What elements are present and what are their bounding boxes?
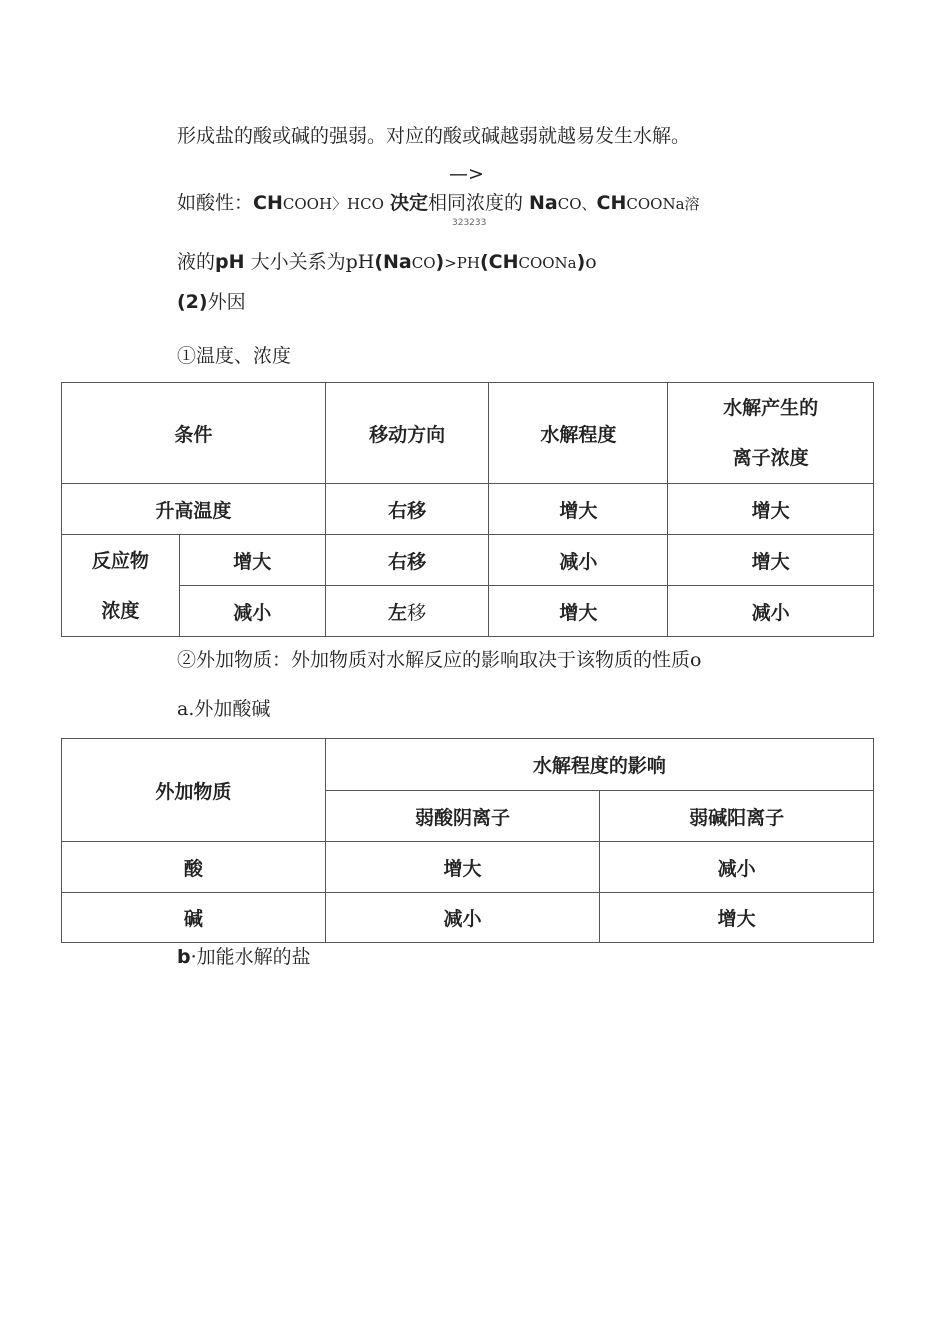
header-cell xyxy=(668,383,874,484)
formula-span: COONa xyxy=(518,254,577,272)
group-label-line: 浓度 xyxy=(101,599,140,622)
section-title: 外因 xyxy=(207,291,246,313)
header-cell: 水解程度 xyxy=(489,383,668,484)
list-item-label: a.外加酸碱 xyxy=(177,698,271,720)
table-cell: 增大 xyxy=(600,893,874,943)
group-label-line: 反应物 xyxy=(91,549,149,572)
list-marker: b xyxy=(177,946,191,968)
table-cell: 增大 xyxy=(668,484,874,535)
formula-span: CH xyxy=(596,192,627,214)
cell-text: 左 xyxy=(388,601,408,624)
table-row xyxy=(62,586,874,637)
table-cell: 增大 xyxy=(489,586,668,637)
table-header-row xyxy=(62,739,874,791)
table-header-row xyxy=(62,383,874,484)
header-line: 离子浓度 xyxy=(732,447,809,469)
table-cell: 右移 xyxy=(325,535,489,586)
formula-span: (Na xyxy=(374,251,412,273)
formula-span: CO xyxy=(411,254,436,272)
formula-span: COOH〉HCO xyxy=(282,195,384,213)
header-cell: 水解程度的影响 xyxy=(325,739,873,791)
subsection-heading: ①温度、浓度 xyxy=(177,345,292,367)
header-cell: 弱碱阳离子 xyxy=(600,791,874,842)
header-cell: 弱酸阴离子 xyxy=(325,791,600,842)
formula-span: CO、 xyxy=(557,195,597,213)
table-cell: 酸 xyxy=(62,842,326,893)
table-cell: 减小 xyxy=(600,842,874,893)
table-cell: 减小 xyxy=(179,586,325,637)
subscript-digits: 323233 xyxy=(452,218,487,228)
reaction-arrow: —> xyxy=(449,163,484,185)
cell-text: 移 xyxy=(407,601,427,624)
table-row xyxy=(62,842,874,893)
formula-span: CH xyxy=(253,192,283,214)
table-cell: 减小 xyxy=(325,893,600,943)
formula-span: ) xyxy=(435,251,445,273)
paragraph-line-2 xyxy=(177,194,700,213)
table-cell xyxy=(325,586,489,637)
table-row xyxy=(62,893,874,943)
table-cell: 增大 xyxy=(179,535,325,586)
formula-span: >PH xyxy=(444,254,480,272)
text-span: 液的 xyxy=(177,251,216,273)
formula-span: pH xyxy=(215,251,245,273)
table-row xyxy=(62,484,874,535)
header-cell: 移动方向 xyxy=(325,383,489,484)
header-cell: 外加物质 xyxy=(62,739,326,842)
group-label-cell xyxy=(62,535,180,637)
formula-span: (CH xyxy=(479,251,519,273)
table-cell: 增大 xyxy=(325,842,600,893)
table-cell: 碱 xyxy=(62,893,326,943)
paragraph-line-3 xyxy=(177,253,597,272)
formula-span: Na xyxy=(529,192,558,214)
list-text: ·加能水解的盐 xyxy=(190,946,311,968)
table-cell: 增大 xyxy=(489,484,668,535)
acid-base-table xyxy=(61,738,874,943)
text-span: 决定 xyxy=(389,192,428,214)
table-row xyxy=(62,535,874,586)
subsection-heading: ②外加物质：外加物质对水解反应的影响取决于该物质的性质o xyxy=(177,649,702,671)
text-span: o xyxy=(585,251,597,273)
section-number: (2) xyxy=(177,291,208,313)
table-cell: 升高温度 xyxy=(62,484,326,535)
section-heading xyxy=(177,293,246,312)
header-cell: 条件 xyxy=(62,383,326,484)
header-line: 水解产生的 xyxy=(723,397,819,419)
table-cell: 减小 xyxy=(668,586,874,637)
table-cell: 增大 xyxy=(668,535,874,586)
table-cell: 减小 xyxy=(489,535,668,586)
formula-span: ) xyxy=(576,251,586,273)
list-item-label xyxy=(177,948,311,967)
text-span: 相同浓度的 xyxy=(427,192,523,214)
text-span: 如酸性： xyxy=(177,192,254,214)
table-cell: 右移 xyxy=(325,484,489,535)
paragraph-line-1: 形成盐的酸或碱的强弱。对应的酸或碱越弱就越易发生水解。 xyxy=(177,125,691,147)
formula-span: COONa溶 xyxy=(626,195,700,213)
temperature-concentration-table xyxy=(61,382,874,637)
text-span: 大小关系为pH xyxy=(250,251,375,273)
